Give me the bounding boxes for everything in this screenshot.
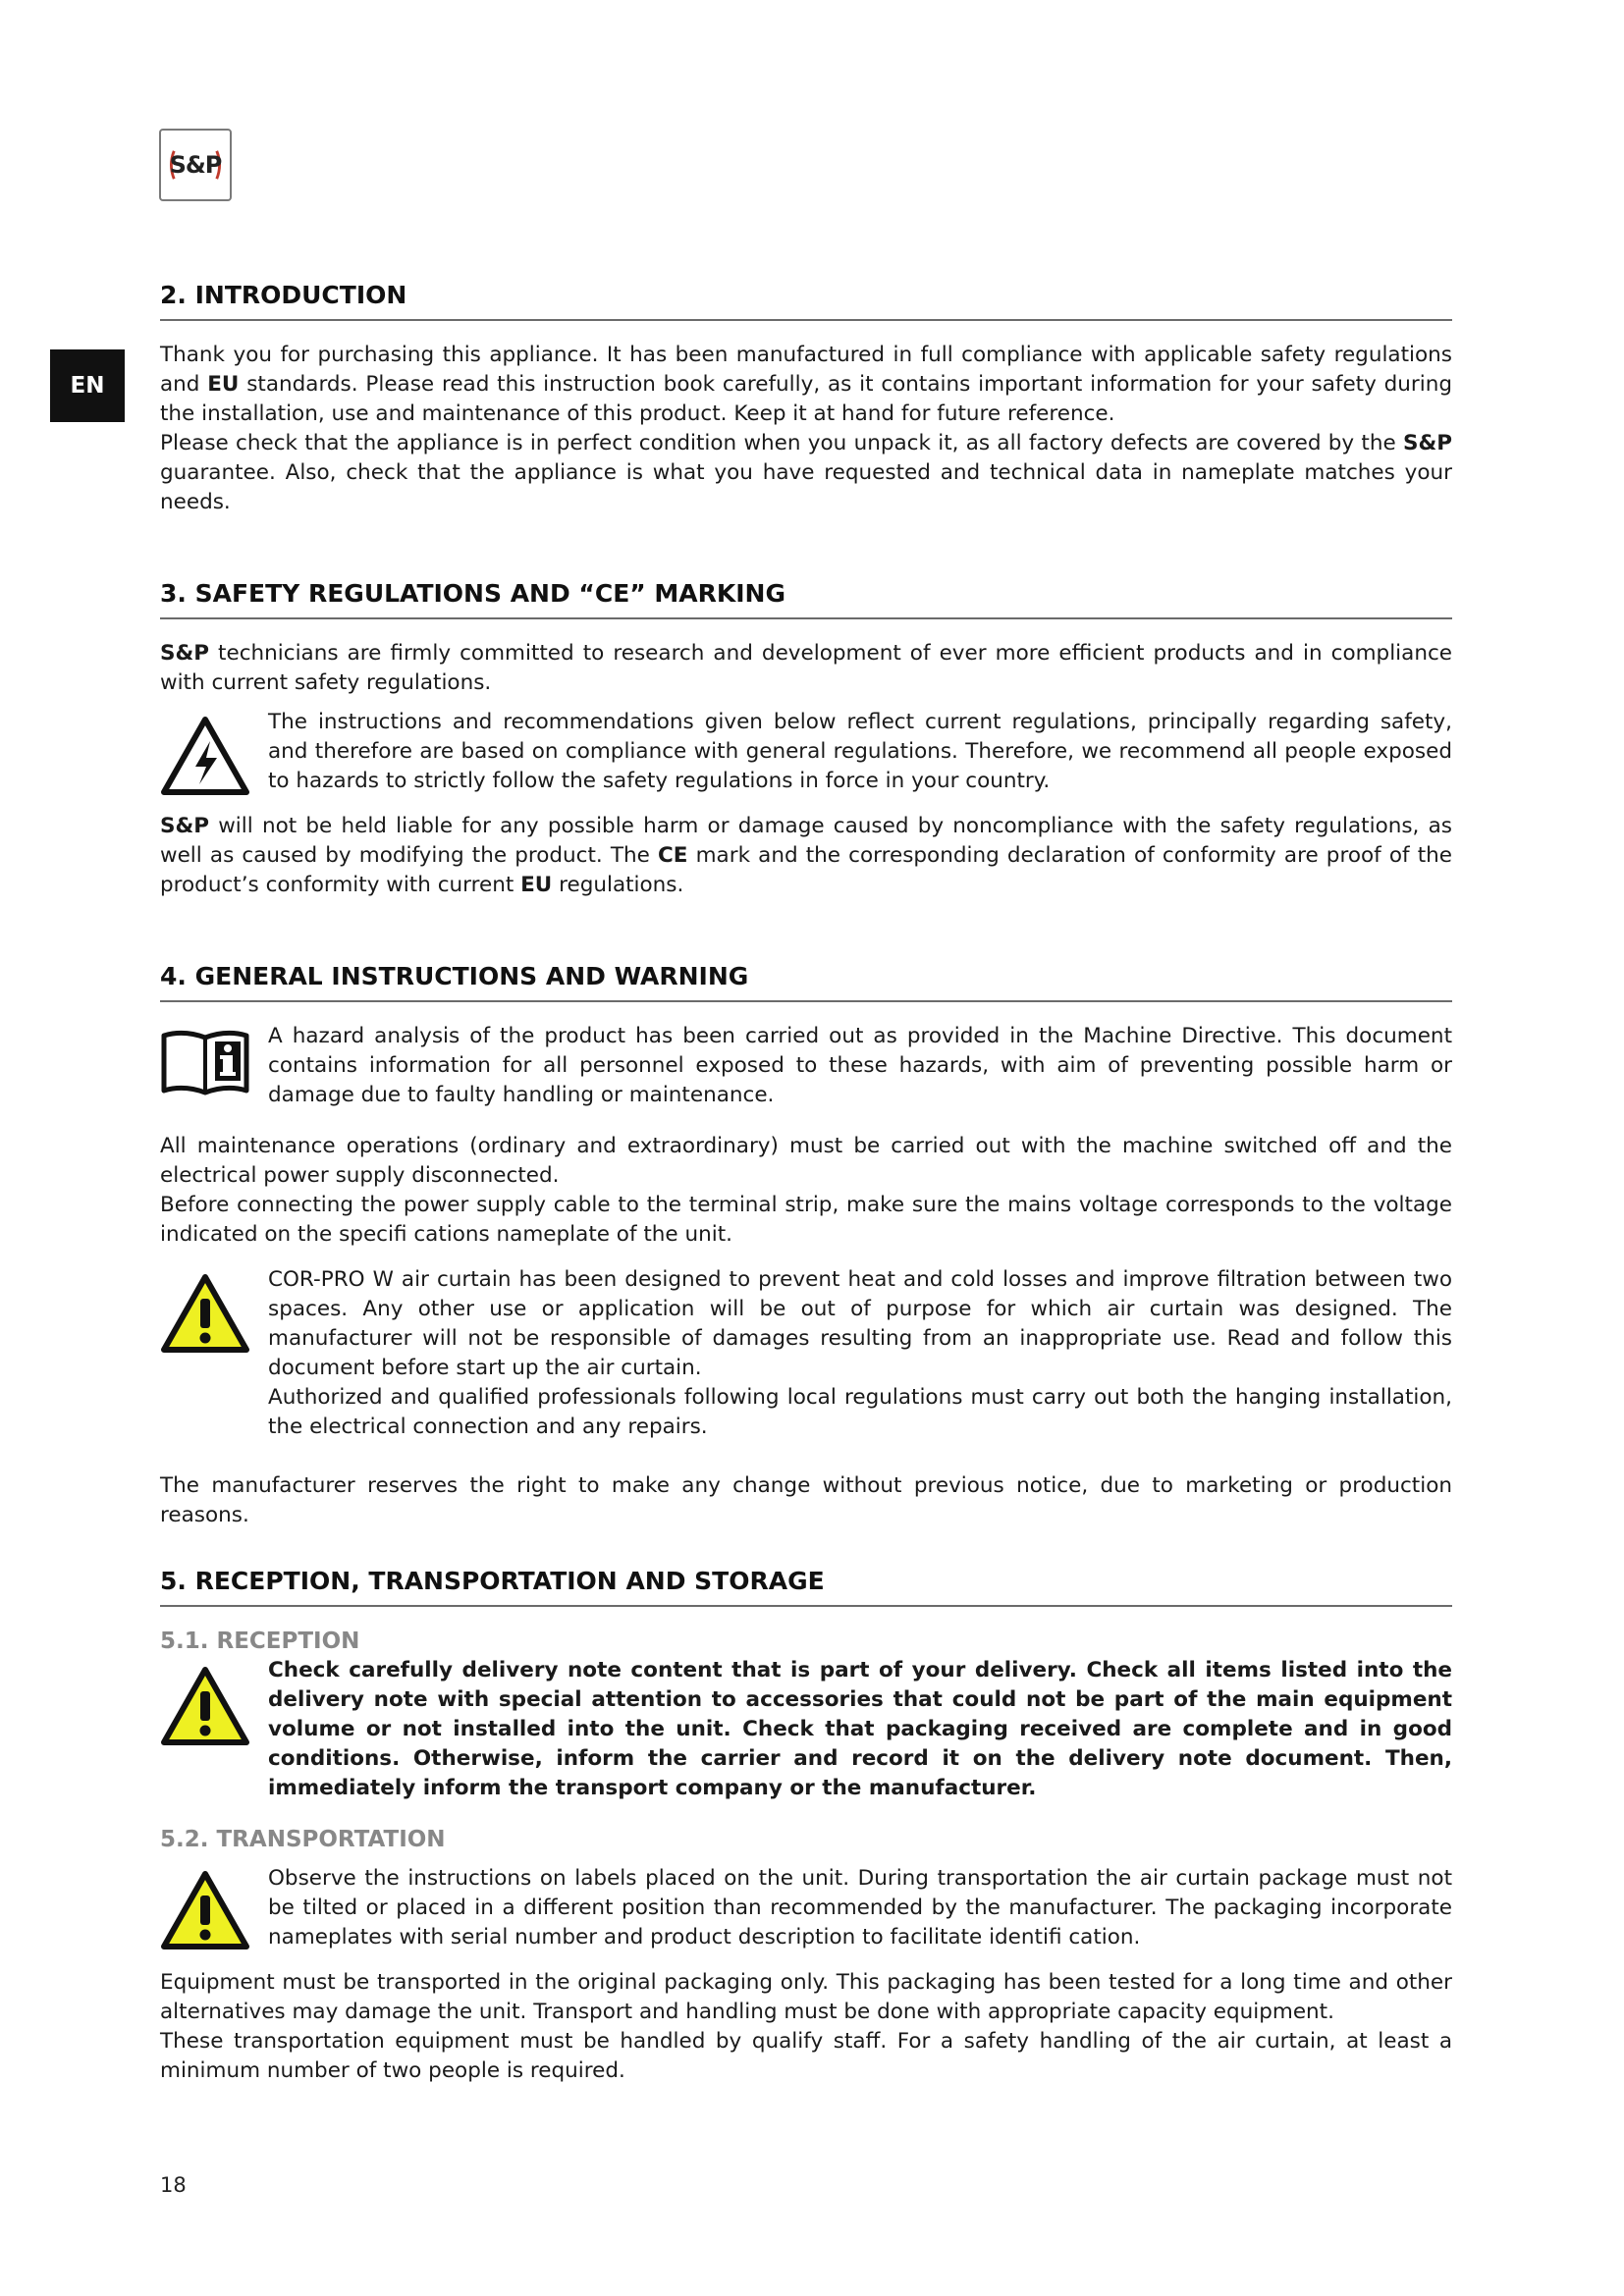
electrical-warning-block [160,708,1452,796]
warning-icon [160,1666,250,1746]
page-number: 18 [160,2173,187,2197]
section-title: 5. RECEPTION, TRANSPORTATION AND STORAGE [160,1567,1452,1607]
general-warning-block [160,1265,1452,1442]
general-paragraph-5: Authorized and qualified professionals following local regulations must carry out both the hanging installation, the electrical connection and any repairs. [268,1385,1452,1439]
general-paragraph-2: All maintenance operations (ordinary and extraordinary) must be carried out with the machine switched off and the electrical power supply disconnected. [160,1134,1452,1188]
section-general-instructions [160,962,1452,1530]
section-title: 4. GENERAL INSTRUCTIONS AND WARNING [160,962,1452,1002]
section-reception [160,1567,1452,2086]
reception-warning-block [160,1656,1452,1803]
read-manual-icon [160,1028,250,1096]
general-paragraph-4: COR-PRO W air curtain has been designed to prevent heat and cold losses and improve filtration between two spaces. Any other use or application will be out of purpose for which air curtain was designed. The manufacturer will not be responsible of damages resulting from an inappropriate use. Read and follow this document before start up the air curtain. [268,1267,1452,1380]
section-safety [160,579,1452,900]
general-paragraph-1: A hazard analysis of the product has been carried out as provided in the Machine Directive. This document contains information for all personnel exposed to these hazards, with aim of preventing possible harm or damage due to faulty handling or maintenance. [268,1024,1452,1107]
subsection-title-transportation: 5.2. TRANSPORTATION [160,1827,446,1852]
safety-paragraph-2: The instructions and recommendations given below reflect current regulations, principally regarding safety, and therefore are based on compliance with general regulations. Therefore, we recommend all people exposed to hazards to strictly follow the safety regulations in force in your country. [268,710,1452,793]
general-paragraph-6: The manufacturer reserves the right to make any change without previous notice, due to marketing or production reasons. [160,1473,1452,1527]
electrical-hazard-icon [160,716,250,796]
intro-paragraph-1: Thank you for purchasing this appliance. It has been manufactured in full compliance with applicable safety regulations and EU standards. Please read this instruction book carefully, as it contains important information for your safety during the installation, use and maintenance of this product. Keep it at hand for future reference. [160,343,1452,426]
general-paragraph-3: Before connecting the power supply cable to the terminal strip, make sure the mains voltage corresponds to the voltage indicated on the specifi cations nameplate of the unit. [160,1193,1452,1247]
transportation-paragraph-3: These transportation equipment must be handled by qualify staff. For a safety handling of the air curtain, at least a minimum number of two people is required. [160,2029,1452,2083]
transportation-paragraph-1: Observe the instructions on labels placed on the unit. During transportation the air curtain package must not be tilted or placed in a different position than recommended by the manufacturer. The packaging incorporate nameplates with serial number and product description to facilitate identifi cation. [268,1866,1452,1949]
reception-paragraph-1: Check carefully delivery note content that is part of your delivery. Check all items listed into the delivery note with special attention to accessories that could not be part of the main equipment volume or not installed into the unit. Check that packaging received are complete and in good conditions. Otherwise, inform the carrier and record it on the delivery note document. Then, immediately inform the transport company or the manufacturer. [268,1658,1452,1800]
logo-text: S&P [169,151,222,179]
transportation-paragraph-2: Equipment must be transported in the original packaging only. This packaging has been tested for a long time and other alternatives may damage the unit. Transport and handling must be done with appropriate capacity equipment. [160,1970,1452,2024]
subsection-title-reception: 5.1. RECEPTION [160,1629,360,1654]
language-tab: EN [50,349,125,422]
transportation-warning-block [160,1864,1452,1952]
warning-icon [160,1273,250,1354]
safety-paragraph-1: S&P technicians are firmly committed to research and development of ever more efficient products and in compliance with current safety regulations. [160,641,1452,695]
safety-paragraph-3: S&P will not be held liable for any possible harm or damage caused by noncompliance with the safety regulations, as well as caused by modifying the product. The CE mark and the corresponding declaration of conformity are proof of the product’s conformity with current EU regulations. [160,814,1452,897]
section-title: 3. SAFETY REGULATIONS AND “CE” MARKING [160,579,1452,619]
section-title: 2. INTRODUCTION [160,281,1452,321]
section-introduction [160,281,1452,517]
warning-icon [160,1870,250,1950]
manual-info-block [160,1022,1452,1110]
intro-paragraph-2: Please check that the appliance is in perfect condition when you unpack it, as all factory defects are covered by the S&P guarantee. Also, check that the appliance is what you have requested and technical data in nameplate matches your needs. [160,431,1452,514]
